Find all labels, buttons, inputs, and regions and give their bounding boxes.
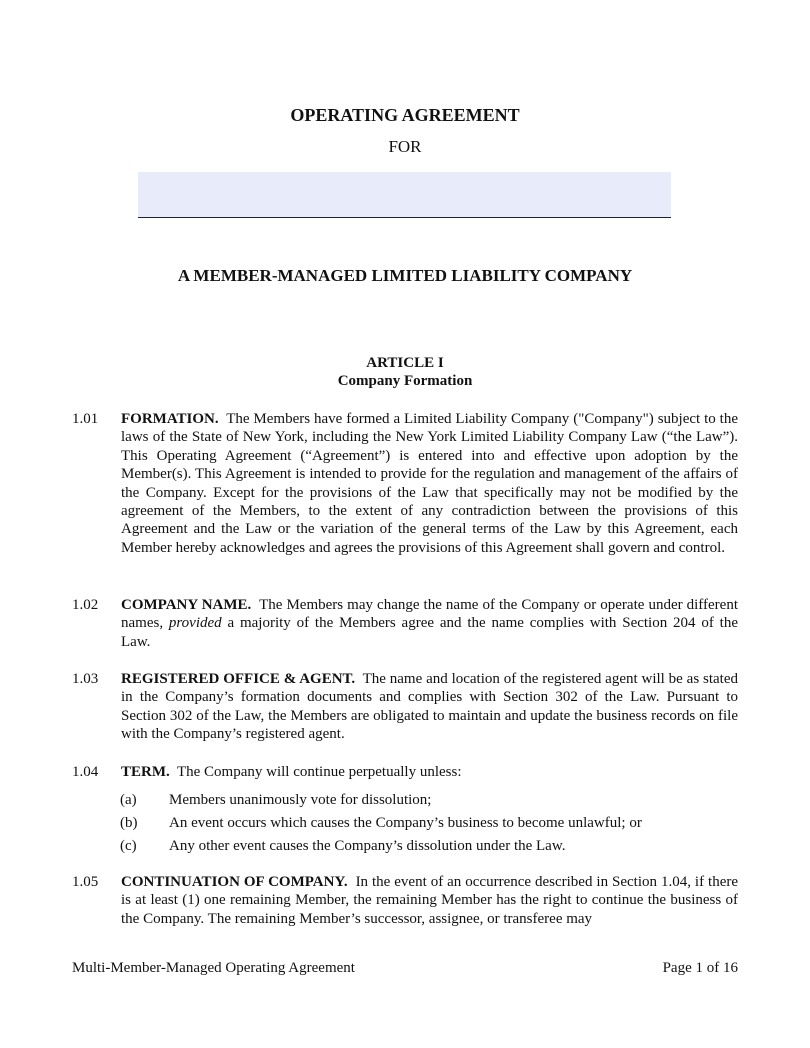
list-item-text: Members unanimously vote for dissolution; — [169, 792, 432, 808]
section-body — [121, 763, 738, 781]
section-text: The name and location of the registered agent will be as stated in the Company’s formation documents and complies with Section 302 of the Law. Pursuant to Section 302 of the Law, the Members are obligated to maintain and update the business records on file with the Company’s registered agent. — [121, 671, 738, 743]
section-1-04 — [72, 763, 738, 781]
for-label: FOR — [388, 137, 422, 156]
section-body — [121, 873, 738, 928]
section-1-05 — [72, 873, 738, 928]
article-number: ARTICLE I — [366, 355, 444, 371]
list-item-label: (a) — [120, 792, 137, 808]
section-body — [121, 596, 738, 651]
footer-page-number: Page 1 of 16 — [662, 960, 738, 976]
list-item-label: (b) — [120, 815, 138, 831]
section-1-02 — [72, 596, 738, 651]
section-number: 1.05 — [72, 874, 99, 890]
section-number: 1.01 — [72, 411, 99, 427]
section-number: 1.02 — [72, 597, 99, 613]
article-name: Company Formation — [337, 373, 473, 389]
term-conditions-list — [120, 791, 738, 860]
section-text-emphasis: provided — [168, 615, 222, 632]
list-item — [120, 814, 738, 837]
section-text: In the event of an occurrence described in Section 1.04, if there is at least (1) one remaining Member, the remaining Member has the right to continue the business of the Company. The remaining Member’s successor, assignee, or transferee may — [121, 874, 738, 927]
section-body — [121, 670, 738, 744]
section-heading: FORMATION. — [121, 411, 219, 427]
company-name-field[interactable] — [138, 172, 671, 218]
section-heading: CONTINUATION OF COMPANY. — [121, 874, 348, 890]
section-text: The Members may change the name of the Company or operate under different names, — [121, 597, 739, 632]
document-title: OPERATING AGREEMENT — [290, 105, 520, 125]
section-1-03 — [72, 670, 738, 744]
section-heading: TERM. — [121, 764, 170, 780]
list-item-label: (c) — [120, 838, 137, 854]
footer-document-name: Multi-Member-Managed Operating Agreement — [72, 960, 355, 976]
list-item-text: Any other event causes the Company’s dissolution under the Law. — [169, 838, 566, 854]
list-item — [120, 837, 738, 860]
section-number: 1.04 — [72, 764, 99, 780]
section-heading: REGISTERED OFFICE & AGENT. — [121, 671, 356, 687]
document-subtitle: A MEMBER-MANAGED LIMITED LIABILITY COMPANY — [177, 266, 633, 285]
section-number: 1.03 — [72, 671, 99, 687]
section-heading: COMPANY NAME. — [121, 597, 252, 613]
list-item-text: An event occurs which causes the Company’s business to become unlawful; or — [169, 815, 642, 831]
section-text: The Members have formed a Limited Liability Company ("Company") subject to the laws of the State of New York, including the New York Limited Liability Company Law (“the Law”). This Operating Agreement (“Agreement”) is entered into and effective upon adoption by the Member(s). This Agreement is intended to provide for the regulation and management of the affairs of the Company. Except for the provisions of the Law that specifically may not be modified by the agreement of the Members, to the extent of any contradiction between the provisions of this Agreement and the Law or the variation of the general terms of the Law by this Agreement, each Member hereby acknowledges and agrees the provisions of this Agreement shall govern and control. — [121, 411, 738, 556]
section-text-continued: a majority of the Members agree and the name complies with Section 204 of the Law. — [121, 615, 739, 650]
list-item — [120, 791, 738, 814]
section-1-01 — [72, 410, 738, 557]
section-text: The Company will continue perpetually unless: — [176, 764, 462, 780]
section-body — [121, 410, 738, 557]
